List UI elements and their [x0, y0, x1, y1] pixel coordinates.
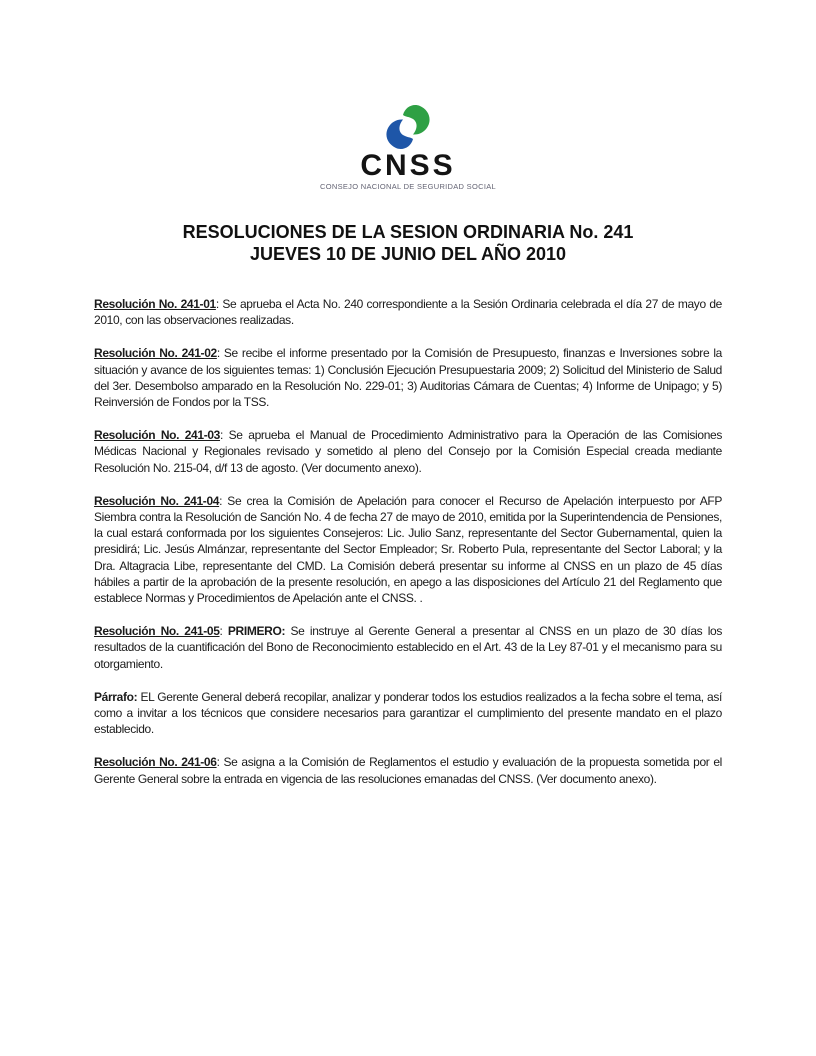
document-body: [94, 296, 722, 787]
cnss-logo-icon: [383, 98, 433, 156]
resolution-241-02-label: Resolución No. 241-02: [94, 346, 217, 361]
logo-subtitle: CONSEJO NACIONAL DE SEGURIDAD SOCIAL: [320, 182, 496, 191]
resolution-241-06-label: Resolución No. 241-06: [94, 755, 217, 770]
resolution-241-05-primero: PRIMERO:: [227, 624, 286, 639]
document-title: [94, 221, 722, 265]
resolution-241-06-text: : Se asigna a la Comisión de Reglamentos el estudio y evaluación de la propuesta sometida por el Gerente General sobre la entrada en vigencia de las resoluciones emanadas del CNSS. (Ver documento anexo).: [94, 755, 722, 786]
resolution-241-04-label: Resolución No. 241-04: [94, 493, 220, 508]
resolution-241-05-text: Se instruye al Gerente General a presentar al CNSS en un plazo de 30 días los resultados de la cuantificación del Bono de Reconocimiento establecido en el Art. 43 de la Ley 87-01 y el mecanismo para su otorgamiento.: [94, 624, 722, 671]
resolution-241-02-text: : Se recibe el informe presentado por la Comisión de Presupuesto, finanzas e Inversiones sobre la situación y avance de los siguientes temas: 1) Conclusión Ejecución Presupuestaria 2009; 2) Solicitud del Ministerio de Salud del 3er. Desembolso amparado en la Resolución No. 229-01; 3) Auditorias Cámara de Cuentas; 4) Informe de Unipago; y 5) Reinversión de Fondos por la TSS.: [94, 346, 722, 410]
logo-swirl-green-icon: [403, 105, 430, 135]
title-line-2: JUEVES 10 DE JUNIO DEL AÑO 2010: [249, 244, 567, 264]
resolution-241-03-text: : Se aprueba el Manual de Procedimiento Administrativo para la Operación de las Comisiones Médicas Nacional y Regionales revisado y sometido al pleno del Consejo por la Comisión Especial creada mediante Resolución No. 215-04, d/f 13 de agosto. (Ver documento anexo).: [94, 428, 722, 475]
resolution-241-05-separator: :: [219, 624, 228, 639]
resolution-241-06: [94, 754, 722, 786]
resolution-241-03: [94, 427, 722, 476]
resolution-241-02: [94, 345, 722, 410]
resolution-241-05-label: Resolución No. 241-05: [94, 624, 220, 639]
title-line-1: RESOLUCIONES DE LA SESION ORDINARIA No. 241: [182, 222, 634, 242]
parrafo-text: EL Gerente General deberá recopilar, analizar y ponderar todos los estudios realizados a la fecha sobre el tema, así como a invitar a los técnicos que considere necesarios para garantizar el cumplimiento del presente mandato en el plazo establecido.: [94, 689, 722, 737]
resolution-241-01-text: : Se aprueba el Acta No. 240 correspondiente a la Sesión Ordinaria celebrada el día 27 de mayo de 2010, con las observaciones realizadas.: [94, 297, 722, 328]
resolution-241-01: [94, 296, 722, 328]
resolution-241-01-label: Resolución No. 241-01: [94, 297, 216, 311]
logo-swirl-blue-icon: [386, 119, 413, 149]
parrafo: [94, 689, 722, 738]
resolution-241-03-label: Resolución No. 241-03: [94, 428, 221, 443]
resolution-241-05: [94, 623, 722, 672]
parrafo-label: Párrafo:: [94, 689, 138, 704]
logo-acronym: CNSS: [360, 149, 456, 182]
cnss-logo: [94, 98, 722, 191]
resolution-241-04-text: : Se crea la Comisión de Apelación para conocer el Recurso de Apelación interpuesto por AFP Siembra contra la Resolución de Sanción No. 4 de fecha 27 de mayo de 2010, emitida por la Superintendencia de Pensiones, la cual estará conformada por los siguientes Consejeros: Lic. Julio Sanz, representante del Sector Gubernamental, quien la presidirá; Lic. Jesús Almánzar, representante del Sector Empleador; Sr. Roberto Pula, representante del Sector Laboral; y la Dra. Altagracia Libe, representante del CMD. La Comisión deberá presentar su informe al CNSS en un plazo de 45 días hábiles a partir de la aprobación de la presente resolución, en apego a las disposiciones del Artículo 21 del Reglamento que establece Normas y Procedimientos de Apelación ante el CNSS. .: [94, 493, 722, 606]
resolution-241-04: [94, 493, 722, 606]
